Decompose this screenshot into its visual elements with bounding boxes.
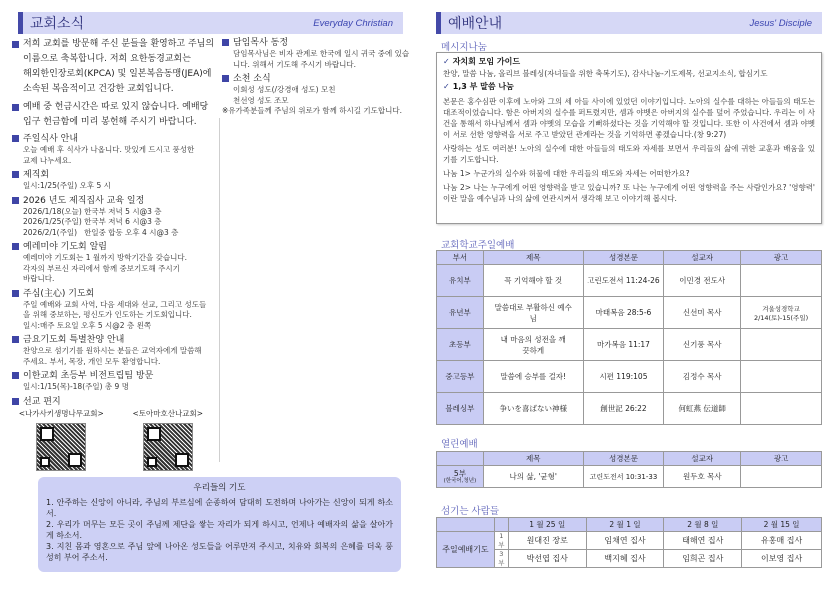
square-bullet-icon xyxy=(12,290,19,297)
preacher-cell: 신선미 목사 xyxy=(664,297,741,329)
news-item-lunch xyxy=(12,133,217,166)
prayer-box xyxy=(38,477,401,572)
square-bullet-icon xyxy=(12,197,19,204)
dept-cell: 블레싱부 xyxy=(437,393,484,425)
prayer-item: 3. 지친 몸과 영혼으로 주님 앞에 나아온 성도들을 어루만져 주시고, 치유와 회복의 은혜를 더욱 풍성히 부어 주소서. xyxy=(46,542,393,562)
guide-title: 자치회 모임 가이드 xyxy=(452,57,521,66)
news-item-friday-praise xyxy=(12,334,217,367)
preacher-cell: 원두호 목사 xyxy=(664,466,741,488)
servants-title: 섬기는 사람들 xyxy=(441,506,500,517)
notice-cell: 겨울성경학교 2/14(토)-15(주일) xyxy=(741,297,822,329)
news-item-condolence xyxy=(222,73,418,117)
column-divider xyxy=(219,118,220,462)
prayer-item: 1. 안주하는 신앙이 아니라, 주님의 부르심에 순종하여 담대히 도전하며 나아가는 신앙이 되게 하소서. xyxy=(46,498,393,518)
title-cell: 말씀에 승부를 걸자! xyxy=(483,361,583,393)
message-box xyxy=(436,52,822,224)
square-bullet-icon xyxy=(12,398,19,405)
table-row xyxy=(437,329,822,361)
qr-label: <나가사키생명나무교회> xyxy=(18,408,104,418)
news-item-title: 소천 소식 xyxy=(233,74,271,84)
news-item-title: 금요기도회 특별찬양 안내 xyxy=(23,335,125,345)
prayer-item: 2. 우리가 머무는 모든 곳이 주님께 제단을 쌓는 자리가 되게 하시고, 언제나 예배자의 삶을 살아가게 하소서. xyxy=(46,520,393,540)
news-item-pastor xyxy=(222,37,418,70)
news-item-deacon-meeting xyxy=(12,169,217,192)
preacher-cell: 何虹燕 伝道師 xyxy=(664,393,741,425)
news-item-title: 2026 년도 제직집사 교육 일정 xyxy=(23,195,145,206)
news-item-line: 찬양으로 섬기기를 원하시는 분들은 교역자에게 말씀해 xyxy=(23,346,202,355)
dept-cell xyxy=(437,466,484,488)
news-column-right xyxy=(222,37,418,120)
news-item-title: 주심(主心) 기도회 xyxy=(23,288,95,299)
news-item-title: 제직회 xyxy=(23,170,50,180)
servants-table xyxy=(436,517,822,568)
table-row xyxy=(437,466,822,488)
notice-cell xyxy=(741,466,822,488)
news-item-line: 주세요. 부서, 목장, 개인 모두 환영합니다. xyxy=(23,356,161,366)
news-item-line: 교제 나누세요. xyxy=(23,155,72,165)
news-item-line: 바랍니다. xyxy=(23,274,55,283)
worship-guide-header xyxy=(436,12,822,34)
news-item-line: 일시:1/15(목)-18(주일) 총 9 명 xyxy=(23,382,129,391)
table-row xyxy=(437,297,822,329)
news-item-welcome xyxy=(12,37,217,97)
checkmark-icon: ✓ xyxy=(443,82,450,91)
column-header: 광고 xyxy=(741,251,822,265)
news-item-line: 을 위해 중보하는, 평신도가 인도하는 기도회입니다. xyxy=(23,310,192,319)
scripture-cell: 시편 119:105 xyxy=(583,361,664,393)
news-item-line: 이회성 성도(/강경애 성도) 모친 xyxy=(233,85,336,94)
guide-heading xyxy=(443,56,815,68)
square-bullet-icon xyxy=(12,41,19,48)
open-worship-table xyxy=(436,451,822,488)
message-paragraph: 본문은 홍수심판 이후에 노아와 그의 세 아들 사이에 있었던 이야기입니다. 노아의 실수를 대하는 아들들의 태도는 대조적이었습니다. 함은 아버지의 실수를 퍼트렸지만, 셈과 야벳은 아버지의 실수를 덮어 주었습니다. 우리는 이 사건을 통해서 하나님께서 셈과 야벳의 모습을 기뻐하셨다는 것을 기억해야 할 것입니다. 또한 이 사건에서 셈과 야벳이 서로 선한 영향력을 서로 주고 받았던 관계라는 것을 기억하면 좋겠습니다.(창 9:27) xyxy=(443,97,815,139)
notice-cell xyxy=(741,329,822,361)
title-cell: 말씀대로 부활하신 예수님 xyxy=(483,297,583,329)
news-item-title: 예레미야 기도회 알림 xyxy=(23,242,107,252)
sharing-title: 1,3 부 말씀 나눔 xyxy=(452,82,514,91)
news-item-line: 니다. 위해서 기도해 주시기 바랍니다. xyxy=(233,59,356,69)
worship-guide-title: 예배안내 xyxy=(448,16,503,32)
date-header: 2 월 1 일 xyxy=(586,518,664,532)
checkmark-icon: ✓ xyxy=(443,57,450,66)
news-item-line: 예레미야 기도회는 1 월까지 방학기간을 갖습니다. xyxy=(23,253,187,262)
qr-label: <토아마호산나교회> xyxy=(132,408,204,418)
news-item-jusim-prayer xyxy=(12,288,217,332)
table-row xyxy=(437,550,822,568)
column-header: 제목 xyxy=(483,251,583,265)
table-header-row xyxy=(437,518,822,532)
name-cell: 원대진 장로 xyxy=(508,532,586,550)
qr-code-icon[interactable] xyxy=(36,423,86,471)
message-paragraph: 사랑하는 성도 여러분! 노아의 실수에 대한 아들들의 태도와 자세를 보면서 우리들의 삶에 귀한 교훈과 배움을 있기를 기도합니다. xyxy=(443,144,815,164)
qr-code-row xyxy=(12,409,217,471)
news-item-title: 이한교회 초등부 비전트립팀 방문 xyxy=(23,371,154,381)
preacher-cell: 이민경 전도사 xyxy=(664,265,741,297)
dept-cell: 유치부 xyxy=(437,265,484,297)
qr-item-nagasaki xyxy=(12,409,111,471)
dept-note: (한국어,청년) xyxy=(443,477,477,484)
notice-cell xyxy=(741,265,822,297)
column-header: 성경본문 xyxy=(583,452,664,466)
square-bullet-icon xyxy=(12,372,19,379)
column-header: 성경본문 xyxy=(583,251,664,265)
square-bullet-icon xyxy=(12,171,19,178)
name-cell: 백지혜 집사 xyxy=(586,550,664,568)
school-worship-title: 교회학교주일예배 xyxy=(441,240,515,251)
news-item-line: 해외한인장로회(KPCA) 및 일본복음동맹(JEA)에 xyxy=(23,69,212,79)
square-bullet-icon xyxy=(12,336,19,343)
dept-label: 5부 xyxy=(453,468,466,478)
sharing-heading xyxy=(443,81,815,93)
column-header: 제목 xyxy=(483,452,583,466)
church-news-title: 교회소식 xyxy=(30,16,85,32)
message-section-title: 메시지나눔 xyxy=(441,42,487,53)
column-header: 부서 xyxy=(437,251,484,265)
column-header: 설교자 xyxy=(664,452,741,466)
news-item-line: 이름으로 축복합니다. 저희 요한동경교회는 xyxy=(23,54,191,64)
news-item-line: 담임목사님은 비자 관계로 한국에 일시 귀국 중에 있습 xyxy=(233,49,410,58)
title-cell: 争いを喜ばない神様 xyxy=(483,393,583,425)
church-news-header xyxy=(18,12,403,34)
dept-cell: 초등부 xyxy=(437,329,484,361)
news-item-line: 주일 예배와 교회 사역, 다음 세대와 선교, 그리고 성도들 xyxy=(23,299,207,309)
news-item-line: 2026/2/1(주일) 한일중 합동 오후 4 시@3 층 xyxy=(23,227,179,237)
date-header: 2 월 15 일 xyxy=(742,518,822,532)
news-column-left xyxy=(12,37,217,471)
table-row xyxy=(437,393,822,425)
column-header: 광고 xyxy=(741,452,822,466)
worship-guide-subtitle: Jesus' Disciple xyxy=(749,17,812,29)
news-item-line: 입구 헌금함에 미리 봉헌해 주시기 바랍니다. xyxy=(23,117,197,127)
preacher-cell: 김정수 목사 xyxy=(664,361,741,393)
news-item-title: 담임목사 동정 xyxy=(233,38,289,48)
news-item-line: 천선영 성도 조모 xyxy=(233,95,289,105)
name-cell: 임채연 집사 xyxy=(586,532,664,550)
sharing-question-2: 나눔 2> 나는 누구에게 어떤 영향력을 받고 있습니까? 또 나는 누구에게 어떤 영향력을 주는 사람인가요? '영향력' 이란 말을 예수님과 나의 삶에 연관시켜서 생각해 보고 이야기해 봅시다. xyxy=(443,183,815,203)
scripture-cell: 고린도전서 10:31-33 xyxy=(583,466,664,488)
name-cell: 유홍매 집사 xyxy=(742,532,822,550)
guide-text: 찬양, 말씀 나눔, 올리브 블레싱(자녀들을 위한 축복기도), 감사나눔-기도제목, 선교지소식, 합심기도 xyxy=(443,69,768,78)
open-worship-title: 열린예배 xyxy=(441,439,478,450)
school-worship-table xyxy=(436,250,822,425)
scripture-cell: 創世記 26:22 xyxy=(583,393,664,425)
square-bullet-icon xyxy=(12,243,19,250)
square-bullet-icon xyxy=(12,135,19,142)
news-item-vision-trip xyxy=(12,370,217,393)
date-header: 1 월 25 일 xyxy=(508,518,586,532)
header-accent-bar xyxy=(436,12,441,34)
sharing-question-1: 나눔 1> 누군가의 실수와 허물에 대한 우리들의 태도와 자세는 어떠한가요? xyxy=(443,169,690,178)
header-accent-bar xyxy=(18,12,23,34)
preacher-cell: 신기풍 목사 xyxy=(664,329,741,361)
notice-cell xyxy=(741,361,822,393)
square-bullet-icon xyxy=(222,39,229,46)
news-item-mission-letter xyxy=(12,396,217,471)
qr-item-toyama xyxy=(119,409,218,471)
church-news-subtitle: Everyday Christian xyxy=(313,17,393,29)
column-header xyxy=(437,452,484,466)
title-cell: 나의 삶, '균형' xyxy=(483,466,583,488)
title-cell: 꼭 기억해야 할 것 xyxy=(483,265,583,297)
title-cell: 내 마음의 성전을 깨끗하게 xyxy=(483,329,583,361)
news-item-title: 저희 교회를 방문해 주신 분들을 환영하고 주님의 xyxy=(23,39,215,49)
empty-header xyxy=(437,518,495,532)
news-item-title: 선교 편지 xyxy=(23,396,61,407)
part-cell: 1부 xyxy=(494,532,508,550)
news-item-line: 2026/1/18(오늘) 한국부 저녁 5 시@3 층 xyxy=(23,206,162,216)
qr-code-icon[interactable] xyxy=(143,423,193,471)
news-item-line: 오늘 예배 후 식사가 나옵니다. 맛있게 드시고 풍성한 xyxy=(23,145,195,154)
prayer-title: 우리들의 기도 xyxy=(193,483,246,493)
news-item-title: 주일식사 안내 xyxy=(23,134,79,144)
news-item-title: 예배 중 헌금시간은 따로 있지 않습니다. 예배당 xyxy=(23,102,209,112)
date-header: 2 월 8 일 xyxy=(664,518,742,532)
part-cell: 3부 xyxy=(494,550,508,568)
row-label-cell: 주일예배기도 xyxy=(437,532,495,568)
empty-header xyxy=(494,518,508,532)
condolence-note: ※유가족분들께 주님의 위로가 함께 하시길 기도합니다. xyxy=(222,106,402,115)
news-item-line: 일시:1/25(주일) 오후 5 시 xyxy=(23,181,111,190)
name-cell: 박선엽 집사 xyxy=(508,550,586,568)
column-header: 설교자 xyxy=(664,251,741,265)
table-row xyxy=(437,265,822,297)
name-cell: 임희곤 집사 xyxy=(664,550,742,568)
square-bullet-icon xyxy=(12,104,19,111)
table-header-row xyxy=(437,251,822,265)
name-cell: 태해연 집사 xyxy=(664,532,742,550)
table-row xyxy=(437,532,822,550)
news-item-line: 각자의 부르신 자리에서 함께 중보기도해 주시기 xyxy=(23,263,180,273)
news-item-offering xyxy=(12,100,217,130)
news-item-deacon-training xyxy=(12,195,217,239)
table-header-row xyxy=(437,452,822,466)
scripture-cell: 마태복음 28:5-6 xyxy=(583,297,664,329)
news-item-line: 소속된 복음적이고 건강한 교회입니다. xyxy=(23,84,174,94)
dept-cell: 중고등부 xyxy=(437,361,484,393)
scripture-cell: 마가복음 11:17 xyxy=(583,329,664,361)
square-bullet-icon xyxy=(222,75,229,82)
table-row xyxy=(437,361,822,393)
news-item-jeremiah-prayer xyxy=(12,241,217,285)
dept-cell: 유년부 xyxy=(437,297,484,329)
news-item-line: 2026/1/25(주일) 한국부 저녁 6 시@3 층 xyxy=(23,217,162,226)
notice-cell xyxy=(741,393,822,425)
scripture-cell: 고린도전서 11:24-26 xyxy=(583,265,664,297)
news-item-line: 일시:매주 토요일 오후 5 시@2 층 왼쪽 xyxy=(23,320,152,330)
name-cell: 이보영 집사 xyxy=(742,550,822,568)
